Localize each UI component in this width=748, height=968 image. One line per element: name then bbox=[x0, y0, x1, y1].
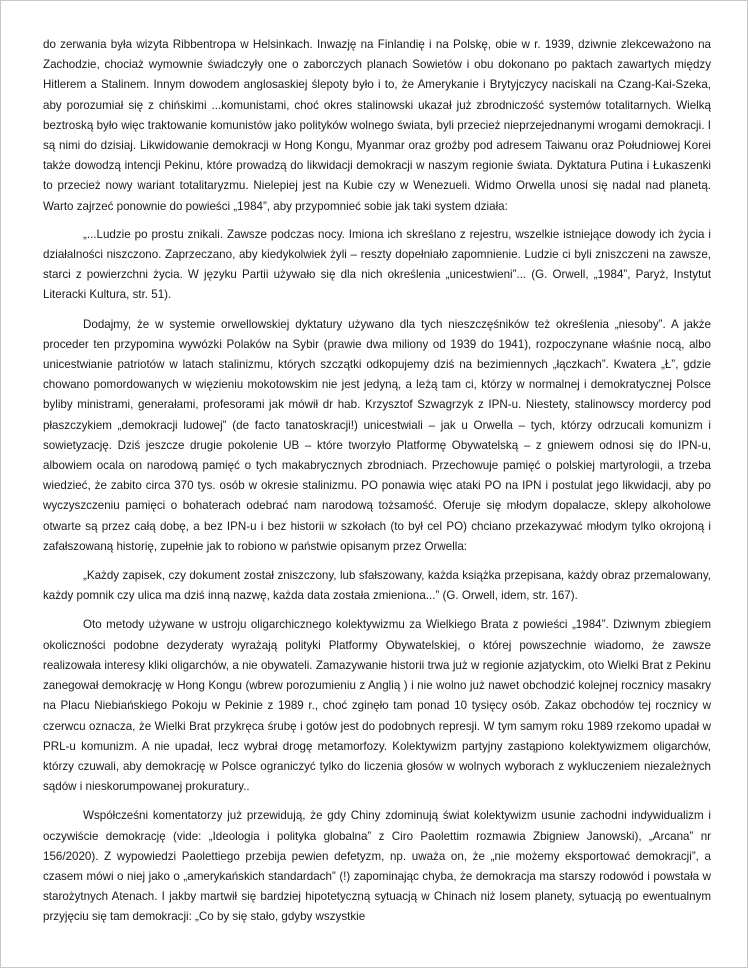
quote-orwell-unicestwieni: „...Ludzie po prostu znikali. Zawsze podczas nocy. Imiona ich skreślano z rejestru, wszelkie istniejące dowody ich życia i działalności niszczono. Zaprzeczano, aby kiedykolwiek żyli – reszty dopełniało zapomnienie. Ludzie ci byli zniszczeni na zawsze, starci z powierzchni życia. W języku Partii używało się dla nich określenia „unicestwieni”... (G. Orwell, „1984”, Paryż, Instytut Literacki Kultura, str. 51). bbox=[43, 227, 711, 302]
paragraph-ribbentrop: do zerwania była wizyta Ribbentropa w Helsinkach. Inwazję na Finlandię i na Polskę, obie w r. 1939, dziwnie zlekceważono na Zachodzie, chociaż wymownie świadczyły one o zaborczych planach Sowietów i obu dokonano po paktach zawartych między Hitlerem a Stalinem. Innym dowodem anglosaskiej ślepoty było i to, że Amerykanie i Brytyjczycy naciskali na Czang-Kai-Szeka, aby porozumiał się z chińskimi ...komunistami, choć okres stalinowski ukazał już zbrodniczość systemów totalitarnych. Wielką beztroską było więc traktowanie komunistów jako polityków wolnego świata, byli przecież nieprzejednanymi wrogami demokracji. I są nimi do dzisiaj. Likwidowanie demokracji w Hong Kongu, Myanmar oraz groźby pod adresem Taiwanu oraz Południowej Korei także dowodzą intencji Pekinu, które prowadzą do likwidacji demokracji w naszym regionie świata. Dyktatura Putina i Łukaszenki to przecież nowy wariant totalitaryzmu. Nielepiej jest na Kubie czy w Wenezueli. Widmo Orwella unosi się nadal nad planetą. Warto zajrzeć ponownie do powieści „1984”, aby przypomnieć sobie jak taki system działa: bbox=[43, 38, 711, 213]
paragraph-niesoby: Dodajmy, że w systemie orwellowskiej dyktatury używano dla tych nieszczęśników też określenia „niesoby”. A jakże proceder ten przypomina wywózki Polaków na Sybir (prawie dwa miliony od 1939 do 1941), rozpoczynane właśnie nocą, albo unicestwianie patriotów w latach stalinizmu, których szczątki odkopujemy dziś na bezimiennych „łączkach”. Kwatera „Ł”, gdzie chowano pomordowanych w więzieniu mokotowskim nie jest jedyną, a leżą tam ci, którzy w normalnej i demokratycznej Polsce byliby ministrami, generałami, profesorami jak mówił dr hab. Krzysztof Szwagrzyk z IPN-u. Niestety, stalinowscy mordercy pod płaszczykiem „demokracji ludowej” (de facto tanatoskracji!) unicestwiali – jak u Orwella – tych, którzy odrzucali komunizm i sowietyzację. Dziś jeszcze drugie pokolenie UB – które tworzyło Platformę Obywatelską – z gniewem odnosi się do IPN-u, albowiem ocala on narodową pamięć o tych makabrycznych zbrodniach. Przechowuje pamięć o polskiej martyrologii, a trzeba wiedzieć, że zabito circa 370 tys. osób w okresie stalinizmu. PO ponawia więc ataki PO na IPN i postulat jego likwidacji, aby po wyczyszczeniu pamięci o bohaterach odebrać nam narodową tożsamość. Oferuje się młodym dopalacze, sklepy alkoholowe otwarte są przez całą dobę, a bez IPN-u i bez historii w szkołach (to był cel PO) chciano przekazywać młodym tylko okrojoną i zafałszowaną historię, zupełnie jak to robiono w państwie opisanym przez Orwella: bbox=[43, 317, 711, 553]
quote-orwell-zapisek: „Każdy zapisek, czy dokument został zniszczony, lub sfałszowany, każda książka przepisana, każdy obraz przemalowany, każdy pomnik czy ulica ma dziś inną nazwę, każda data została zmieniona...” (G. Orwell, idem, str. 167). bbox=[43, 569, 711, 603]
paragraph-komentatorzy: Współcześni komentatorzy już przewidują, że gdy Chiny zdominują świat kolektywizm usunie zachodni indywidualizm i oczywiście demokrację (vide: „Ideologia i polityka globalna” z Ciro Paolettim rozmawia Zbigniew Janowski), „Arcana” nr 156/2020). Z wypowiedzi Paolettiego przebija pewien defetyzm, np. uważa on, że „nie możemy eksportować demokracji”, a czasem mówi o niej jako o „amerykańskich standardach” (!) zapominając chyba, że demokracja ma starszy rodowód i powstała w starożytnych Atenach. I jakby martwił się bardziej hipotetyczną sytuacją w Chinach niż losem planety, sytuacją po ewentualnym przyjęciu się tam demokracji: „Co by się stało, gdyby wszystkie bbox=[43, 809, 711, 924]
paragraph-wielki-brat: Oto metody używane w ustroju oligarchicznego kolektywizmu za Wielkiego Brata z powieści „1984”. Dziwnym zbiegiem okoliczności podobne dezyderaty wyrażają polityki Platformy Obywatelskiej, o której powszechnie wiadomo, że zawsze realizowała interesy kliki oligarchów, a nie obywateli. Zamazywanie historii trwa już w regionie azjatyckim, oto Wielki Brat z Pekinu zanegował demokrację w Hong Kongu (wbrew porozumieniu z Anglią ) i nie wolno już nawet obchodzić kolejnej rocznicy masakry na Placu Niebiańskiego Pokoju w Pekinie z 1989 r., choć zginęło tam ponad 10 tysięcy osób. Zakaz obchodów tej rocznicy w czerwcu oznacza, że Wielki Brat przykręca śrubę i gotów jest do podobnych represji. W tym samym roku 1989 rzekomo upadał w PRL-u komunizm. A nie upadał, lecz wybrał drogę metamorfozy. Kolektywizm partyjny zastąpiono kolektywizmem oligarchów, którzy czuwali, aby demokrację w Polsce ograniczyć tylko do liczenia głosów w wolnych wyborach z wykluczeniem niezależnych sądów i nieskorumpowanej prokuratury.. bbox=[43, 618, 711, 794]
